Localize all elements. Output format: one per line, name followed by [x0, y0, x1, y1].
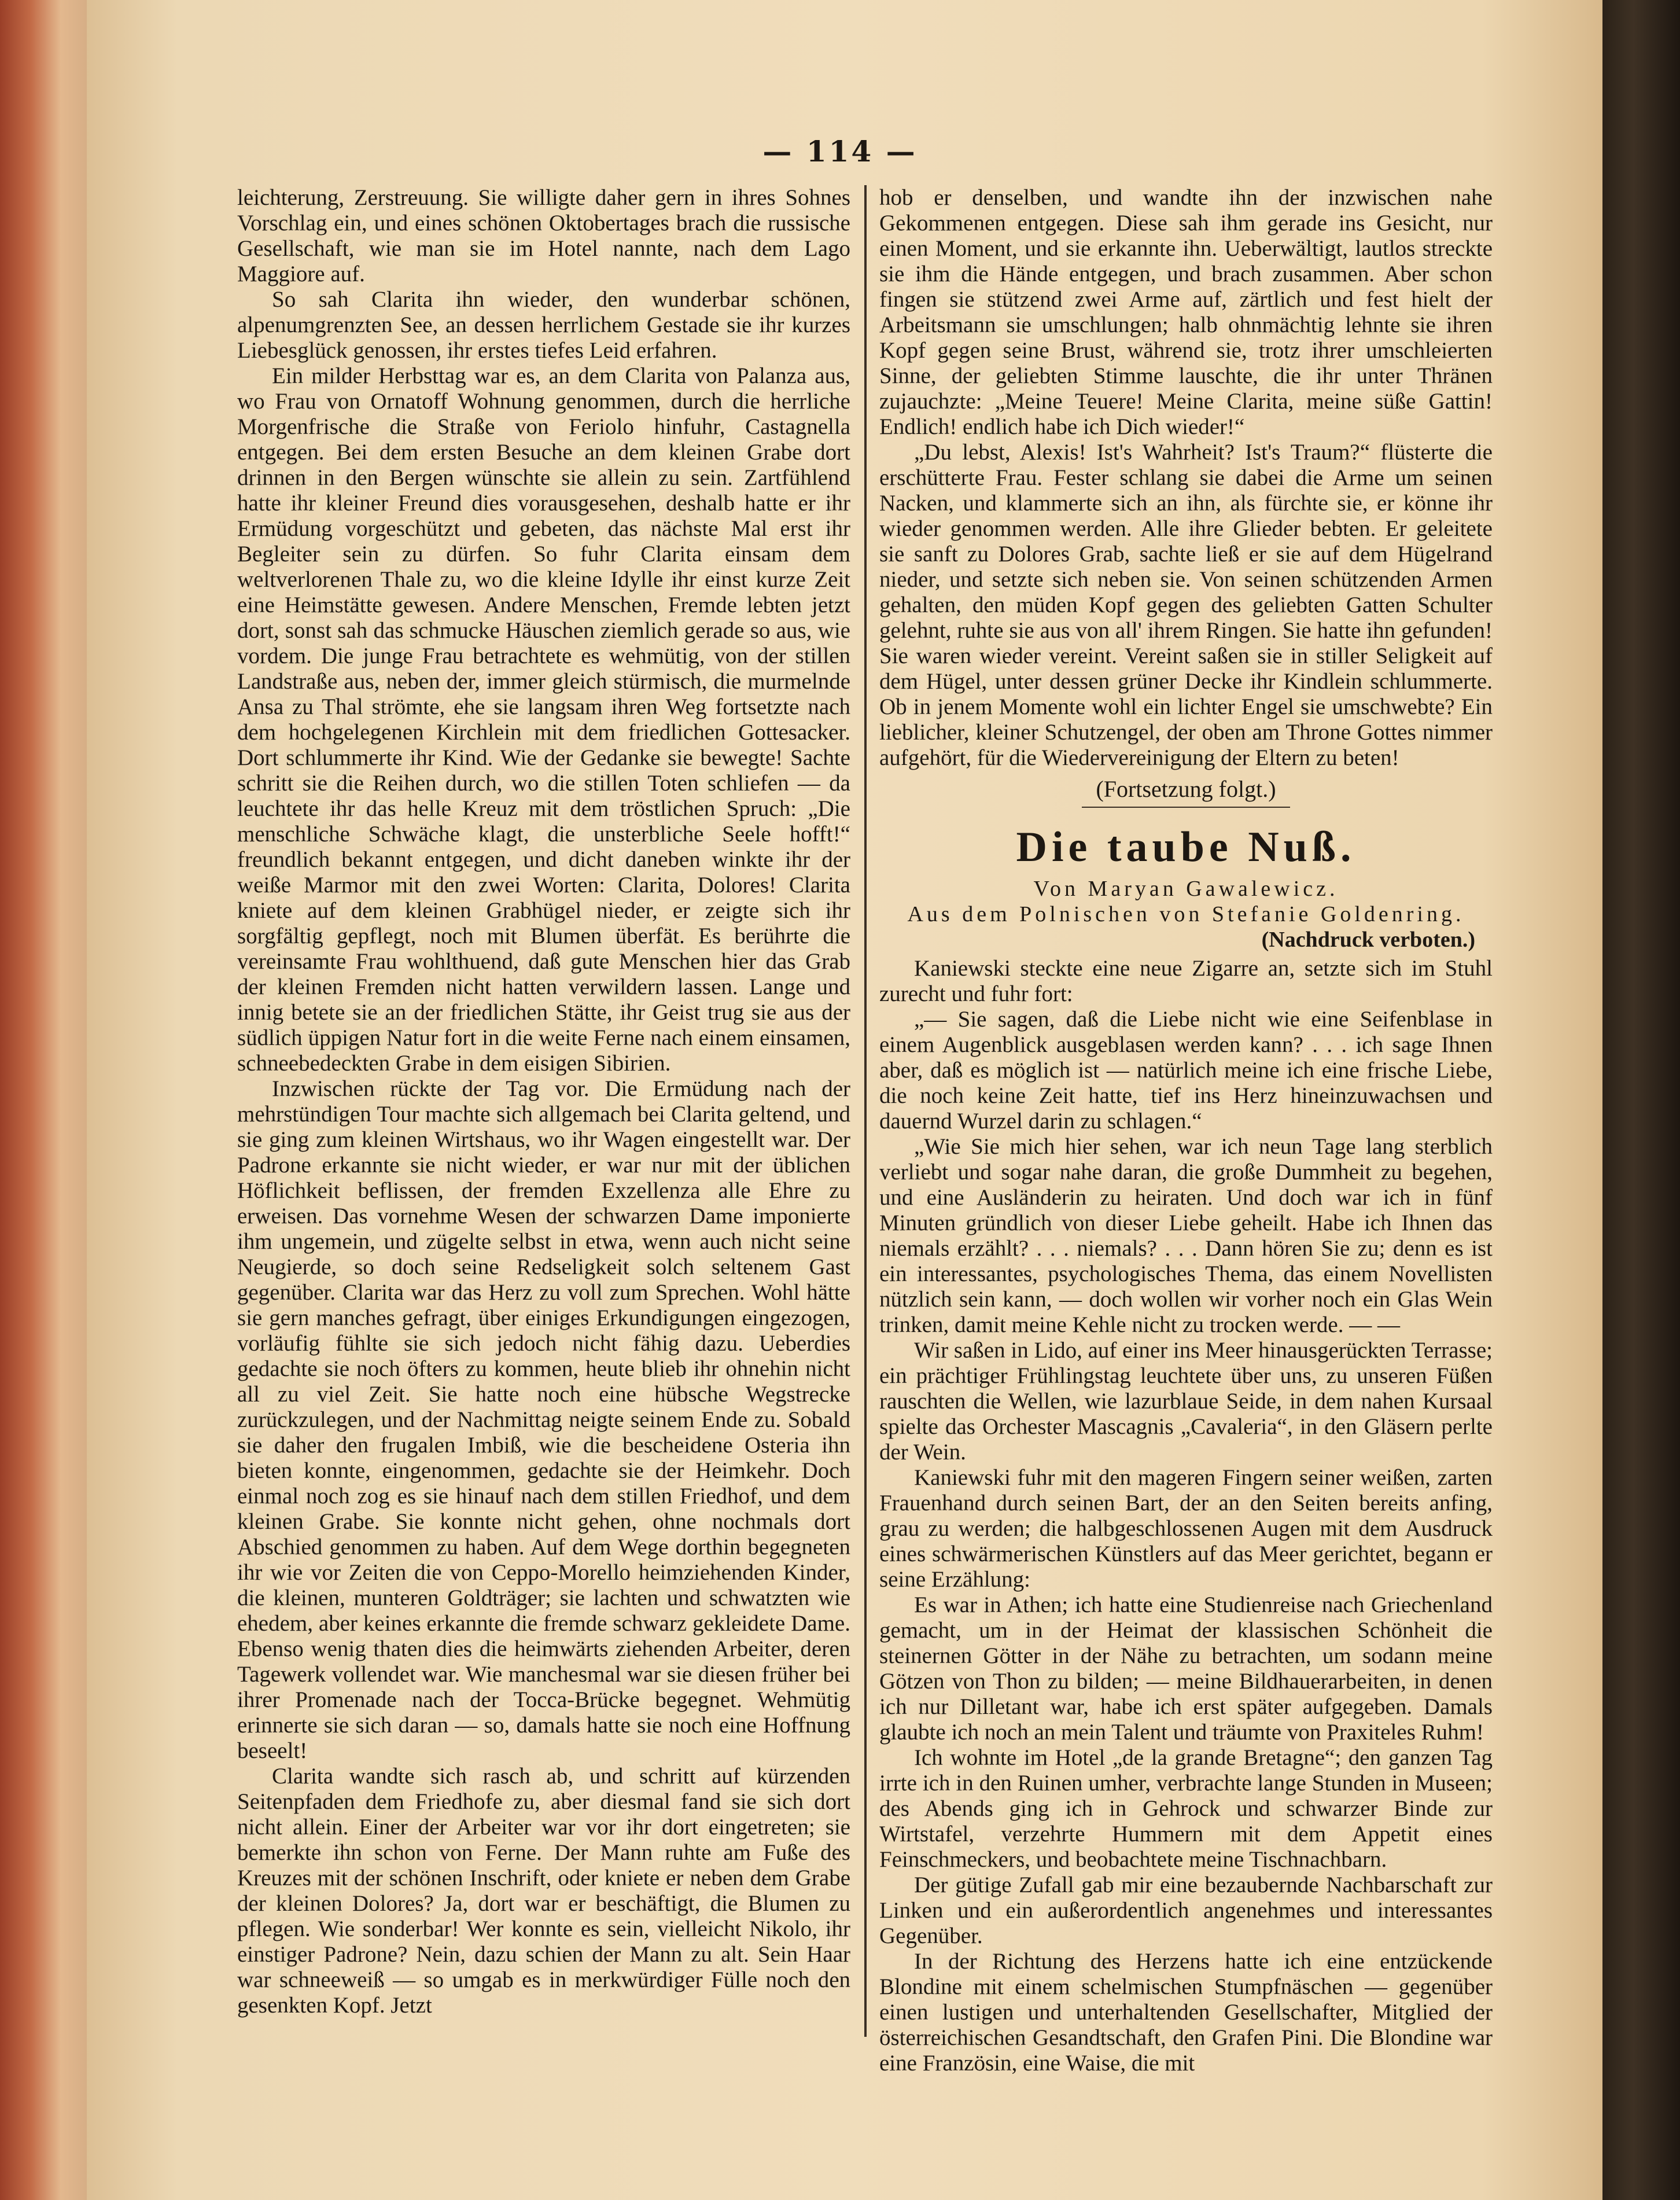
reprint-note: (Nachdruck verboten.): [1261, 928, 1475, 952]
left-paragraph: So sah Clarita ihn wieder, den wunderbar schönen, alpenumgrenzten See, an dessen herrlichem Gestade sie ihr kurzes Liebesglück genossen, ihr erstes tiefes Leid erfahren.: [237, 287, 850, 363]
story-paragraph: „— Sie sagen, daß die Liebe nicht wie eine Seifenblase in einem Augenblick ausgeblasen werden kann? . . . ich sage Ihnen aber, daß es möglich ist — natürlich meine ich eine frische Liebe, die noch keine Zeit hatte, tief ins Herz hineinzuwachsen und dauernd Wurzel darin zu schlagen.“: [879, 1007, 1493, 1134]
continued-note: (Fortsetzung folgt.): [1096, 776, 1276, 802]
page-number: — 114 —: [762, 134, 918, 168]
story-paragraph: Kaniewski fuhr mit den mageren Fingern seiner weißen, zarten Frauenhand durch seinen Bart, der an den Seiten bereits anfing, grau zu werden; die halbgeschlossenen Augen mit dem Ausdruck eines schwärmerischen Künstlers auf das Meer gerichtet, begann er seine Erzählung:: [879, 1465, 1493, 1592]
section-rule: [1082, 807, 1290, 808]
story-paragraph: Wir saßen in Lido, auf einer ins Meer hinausgerückten Terrasse; ein prächtiger Frühlingstag leuchtete über uns, zu unseren Füßen rauschten die Wellen, wie lazurblaue Seide, in dem nahen Kursaal spielte das Orchester Mascagnis „Cavaleria“, in den Gläsern perlte der Wein.: [879, 1338, 1493, 1465]
story-paragraph: Kaniewski steckte eine neue Zigarre an, setzte sich im Stuhl zurecht und fuhr fort:: [879, 956, 1493, 1006]
right-paragraph: „Du lebst, Alexis! Ist's Wahrheit? Ist's Traum?“ flüsterte die erschütterte Frau. Fester schlang sie dabei die Arme um seinen Nacken, und klammerte sich an ihn, als fürchte sie, er könne ihr wieder genommen werden. Alle ihre Glieder bebten. Er geleitete sie sanft zu Dolores Grab, sachte ließ er sie auf dem Hügelrand nieder, und setzte sich neben sie. Von seinen schützenden Armen gehalten, den müden Kopf gegen des geliebten Gatten Schulter gelehnt, ruhte sie aus von all' ihrem Ringen. Sie hatte ihn gefunden! Sie waren wieder vereint. Vereint saßen sie in stiller Seligkeit auf dem Hügel, unter dessen grüner Decke ihr Kindlein schlummerte. Ob in jenem Momente wohl ein lichter Engel sie umschwebte? Ein lieblicher, kleiner Schutzengel, der oben am Throne Gottes nimmer aufgehört, für die Wiedervereinigung der Eltern zu beten!: [879, 440, 1493, 770]
story-paragraph: Es war in Athen; ich hatte eine Studienreise nach Griechenland gemacht, um in der Heimat der klassischen Schönheit die steinernen Götter in der Nähe zu betrachten, um sodann meine Götzen von Thon zu bilden; — meine Bildhauerarbeiten, in denen ich nur Dilletant war, habe ich erst später aufgegeben. Damals glaubte ich noch an mein Talent und träumte von Praxiteles Ruhm!: [879, 1592, 1493, 1745]
story-translation-credit: Aus dem Polnischen von Stefanie Goldenring.: [907, 902, 1465, 926]
story-title: Die taube Nuß.: [1016, 823, 1356, 871]
left-paragraph: Inzwischen rückte der Tag vor. Die Ermüdung nach der mehrstündigen Tour machte sich allgemach bei Clarita geltend, und sie ging zum kleinen Wirtshaus, wo ihr Wagen eingestellt war. Der Padrone erkannte sie nicht wieder, er war nur mit der üblichen Höflichkeit beflissen, der fremden Exzellenza alle Ehre zu erweisen. Das vornehme Wesen der schwarzen Dame imponierte ihm ungemein, und zügelte selbst in etwa, wenn auch nicht seine Neugierde, so doch seine Redseligkeit solch seltenem Gast gegenüber. Clarita war das Herz zu voll zum Sprechen. Wohl hätte sie gern manches gefragt, über einiges Erkundigungen eingezogen, vorläufig fühlte sie sich jedoch nicht fähig dazu. Ueberdies gedachte sie noch öfters zu kommen, heute blieb ihr ohnehin nicht all zu viel Zeit. Sie hatte noch eine hübsche Wegstrecke zurückzulegen, und der Nachmittag neigte seinem Ende zu. Sobald sie daher den frugalen Imbiß, wie die bescheidene Osteria ihn bieten konnte, eingenommen, gedachte sie der Heimkehr. Doch einmal noch zog es sie hinauf nach dem stillen Friedhof, und dem kleinen Grabe. Sie konnte nicht gehen, ohne nochmals dort Abschied genommen zu haben. Auf dem Wege dorthin begegneten ihr wie vor Zeiten die von Ceppo-Morello heimziehenden Kinder, die kleinen, munteren Goldträger; sie lachten und schwatzten wie ehedem, aber keines erkannte die fremde schwarz gekleidete Dame. Ebenso wenig thaten dies die heimwärts ziehenden Arbeiter, deren Tagewerk vollendet war. Wie manchesmal war sie diesen früher bei ihrer Promenade nach der Tocca-Brücke begegnet. Wehmütig erinnerte sie sich daran — so, damals hatte sie noch eine Hoffnung beseelt!: [237, 1076, 850, 1763]
story-paragraph: „Wie Sie mich hier sehen, war ich neun Tage lang sterblich verliebt und sogar nahe daran, die große Dummheit zu begehen, und eine Ausländerin zu heiraten. Und doch war ich in fünf Minuten gründlich von dieser Liebe geheilt. Habe ich Ihnen das niemals erzählt? . . . niemals? . . . Dann hören Sie zu; denn es ist ein interessantes, psychologisches Thema, das einem Novellisten nützlich sein kann, — doch wollen wir vorher noch ein Glas Wein trinken, damit meine Kehle nicht zu trocken werde. — —: [879, 1134, 1493, 1337]
right-paragraph: hob er denselben, und wandte ihn der inzwischen nahe Gekommenen entgegen. Diese sah ihm gerade ins Gesicht, nur einen Moment, und sie erkannte ihn. Ueberwältigt, lautlos streckte sie ihm die Hände entgegen, und brach zusammen. Aber schon fingen sie stützend zwei Arme auf, zärtlich und fest hielt der Arbeitsmann sie umschlungen; halb ohnmächtig lehnte sie ihren Kopf gegen seine Brust, während sie, trotz ihrer umschleierten Sinne, der geliebten Stimme lauschte, die ihr unter Thränen zujauchzte: „Meine Teuere! Meine Clarita, meine süße Gattin! Endlich! endlich habe ich Dich wieder!“: [879, 185, 1493, 439]
story-byline: Von Maryan Gawalewicz.: [1033, 877, 1339, 901]
left-column: [237, 185, 850, 2054]
left-paragraph: leichterung, Zerstreuung. Sie willigte daher gern in ihres Sohnes Vorschlag ein, und eines schönen Oktobertages brach die russische Gesellschaft, wie man sie im Hotel nannte, nach dem Lago Maggiore auf.: [237, 185, 850, 286]
book-page-edges: [0, 0, 87, 2200]
column-divider: [864, 185, 867, 2037]
story-paragraph: Ich wohnte im Hotel „de la grande Bretagne“; den ganzen Tag irrte ich in den Ruinen umher, verbrachte lange Stunden in Museen; des Abends ging ich in Gehrock und schwarzer Binde zur Wirtstafel, verzehrte Hummern mit dem Appetit eines Feinschmeckers, und beobachtete meine Tischnachbarn.: [879, 1745, 1493, 1872]
left-paragraph: Ein milder Herbsttag war es, an dem Clarita von Palanza aus, wo Frau von Ornatoff Wohnung genommen, durch die herrliche Morgenfrische die Straße von Feriolo hinfuhr, Castagnella entgegen. Bei dem ersten Besuche an dem kleinen Grabe dort drinnen in den Bergen wünschte sie allein zu sein. Zartfühlend hatte ihr kleiner Freund dies vorausgesehen, deshalb hatte er ihr Ermüdung vorgeschützt und gebeten, das nächste Mal erst ihr Begleiter sein zu dürfen. So fuhr Clarita einsam dem weltverlorenen Thale zu, wo die kleine Idylle ihr einst kurze Zeit eine Heimstätte gewesen. Andere Menschen, Fremde lebten jetzt dort, sonst sah das schmucke Häuschen ziemlich gerade so aus, wie vordem. Die junge Frau betrachtete es wehmütig, von der stillen Landstraße aus, neben der, immer gleich stürmisch, die murmelnde Ansa zu Thal strömte, ehe sie langsam ihren Weg fortsetzte nach dem hochgelegenen Kirchlein mit dem friedlichen Gottesacker. Dort schlummerte ihr Kind. Wie der Gedanke sie bewegte! Sachte schritt sie die Reihen durch, wo die stillen Toten schliefen — da leuchtete ihr das helle Kreuz mit dem tröstlichen Spruch: „Die menschliche Schwäche klagt, die unsterbliche Seele hofft!“ freundlich bekannt entgegen, und dicht daneben winkte ihr der weiße Marmor mit den zwei Worten: Clarita, Dolores! Clarita kniete auf dem kleinen Grabhügel nieder, er zeigte sich ihr sorgfältig gepflegt, noch mit Blumen überfät. Es berührte die vereinsamte Frau wohlthuend, daß gute Menschen hier das Grab der kleinen Fremden nicht hatten verwildern lassen. Lange und innig betete sie an der friedlichen Stätte, ihr Geist trug sie aus der südlich üppigen Natur fort in die weite Ferne nach einem einsamen, schneebedeckten Grabe in dem eisigen Sibirien.: [237, 363, 850, 1076]
right-column: [879, 185, 1493, 2076]
left-paragraph: Clarita wandte sich rasch ab, und schritt auf kürzenden Seitenpfaden dem Friedhofe zu, aber diesmal fand sie sich dort nicht allein. Einer der Arbeiter war vor ihr dort eingetreten; sie bemerkte ihn schon von Ferne. Der Mann ruhte am Fuße des Kreuzes mit der schönen Inschrift, oder kniete er neben dem Grabe der kleinen Dolores? Ja, dort war er beschäftigt, die Blumen zu pflegen. Wie sonderbar! Wer konnte es sein, vielleicht Nikolo, ihr einstiger Padrone? Nein, dazu schien der Mann zu alt. Sein Haar war schneeweiß — so umgab es in merkwürdiger Fülle noch den gesenkten Kopf. Jetzt: [237, 1764, 850, 2018]
story-paragraph: In der Richtung des Herzens hatte ich eine entzückende Blondine mit einem schelmischen Stumpfnäschen — gegenüber einen lustigen und unterhaltenden Gesellschafter, Mitglied der österreichischen Gesandtschaft, den Grafen Pini. Die Blondine war eine Französin, eine Waise, die mit: [879, 1949, 1493, 2076]
book-binding: [1602, 0, 1680, 2200]
story-paragraph: Der gütige Zufall gab mir eine bezaubernde Nachbarschaft zur Linken und ein außerordentlich angenehmes und interessantes Gegenüber.: [879, 1872, 1493, 1948]
